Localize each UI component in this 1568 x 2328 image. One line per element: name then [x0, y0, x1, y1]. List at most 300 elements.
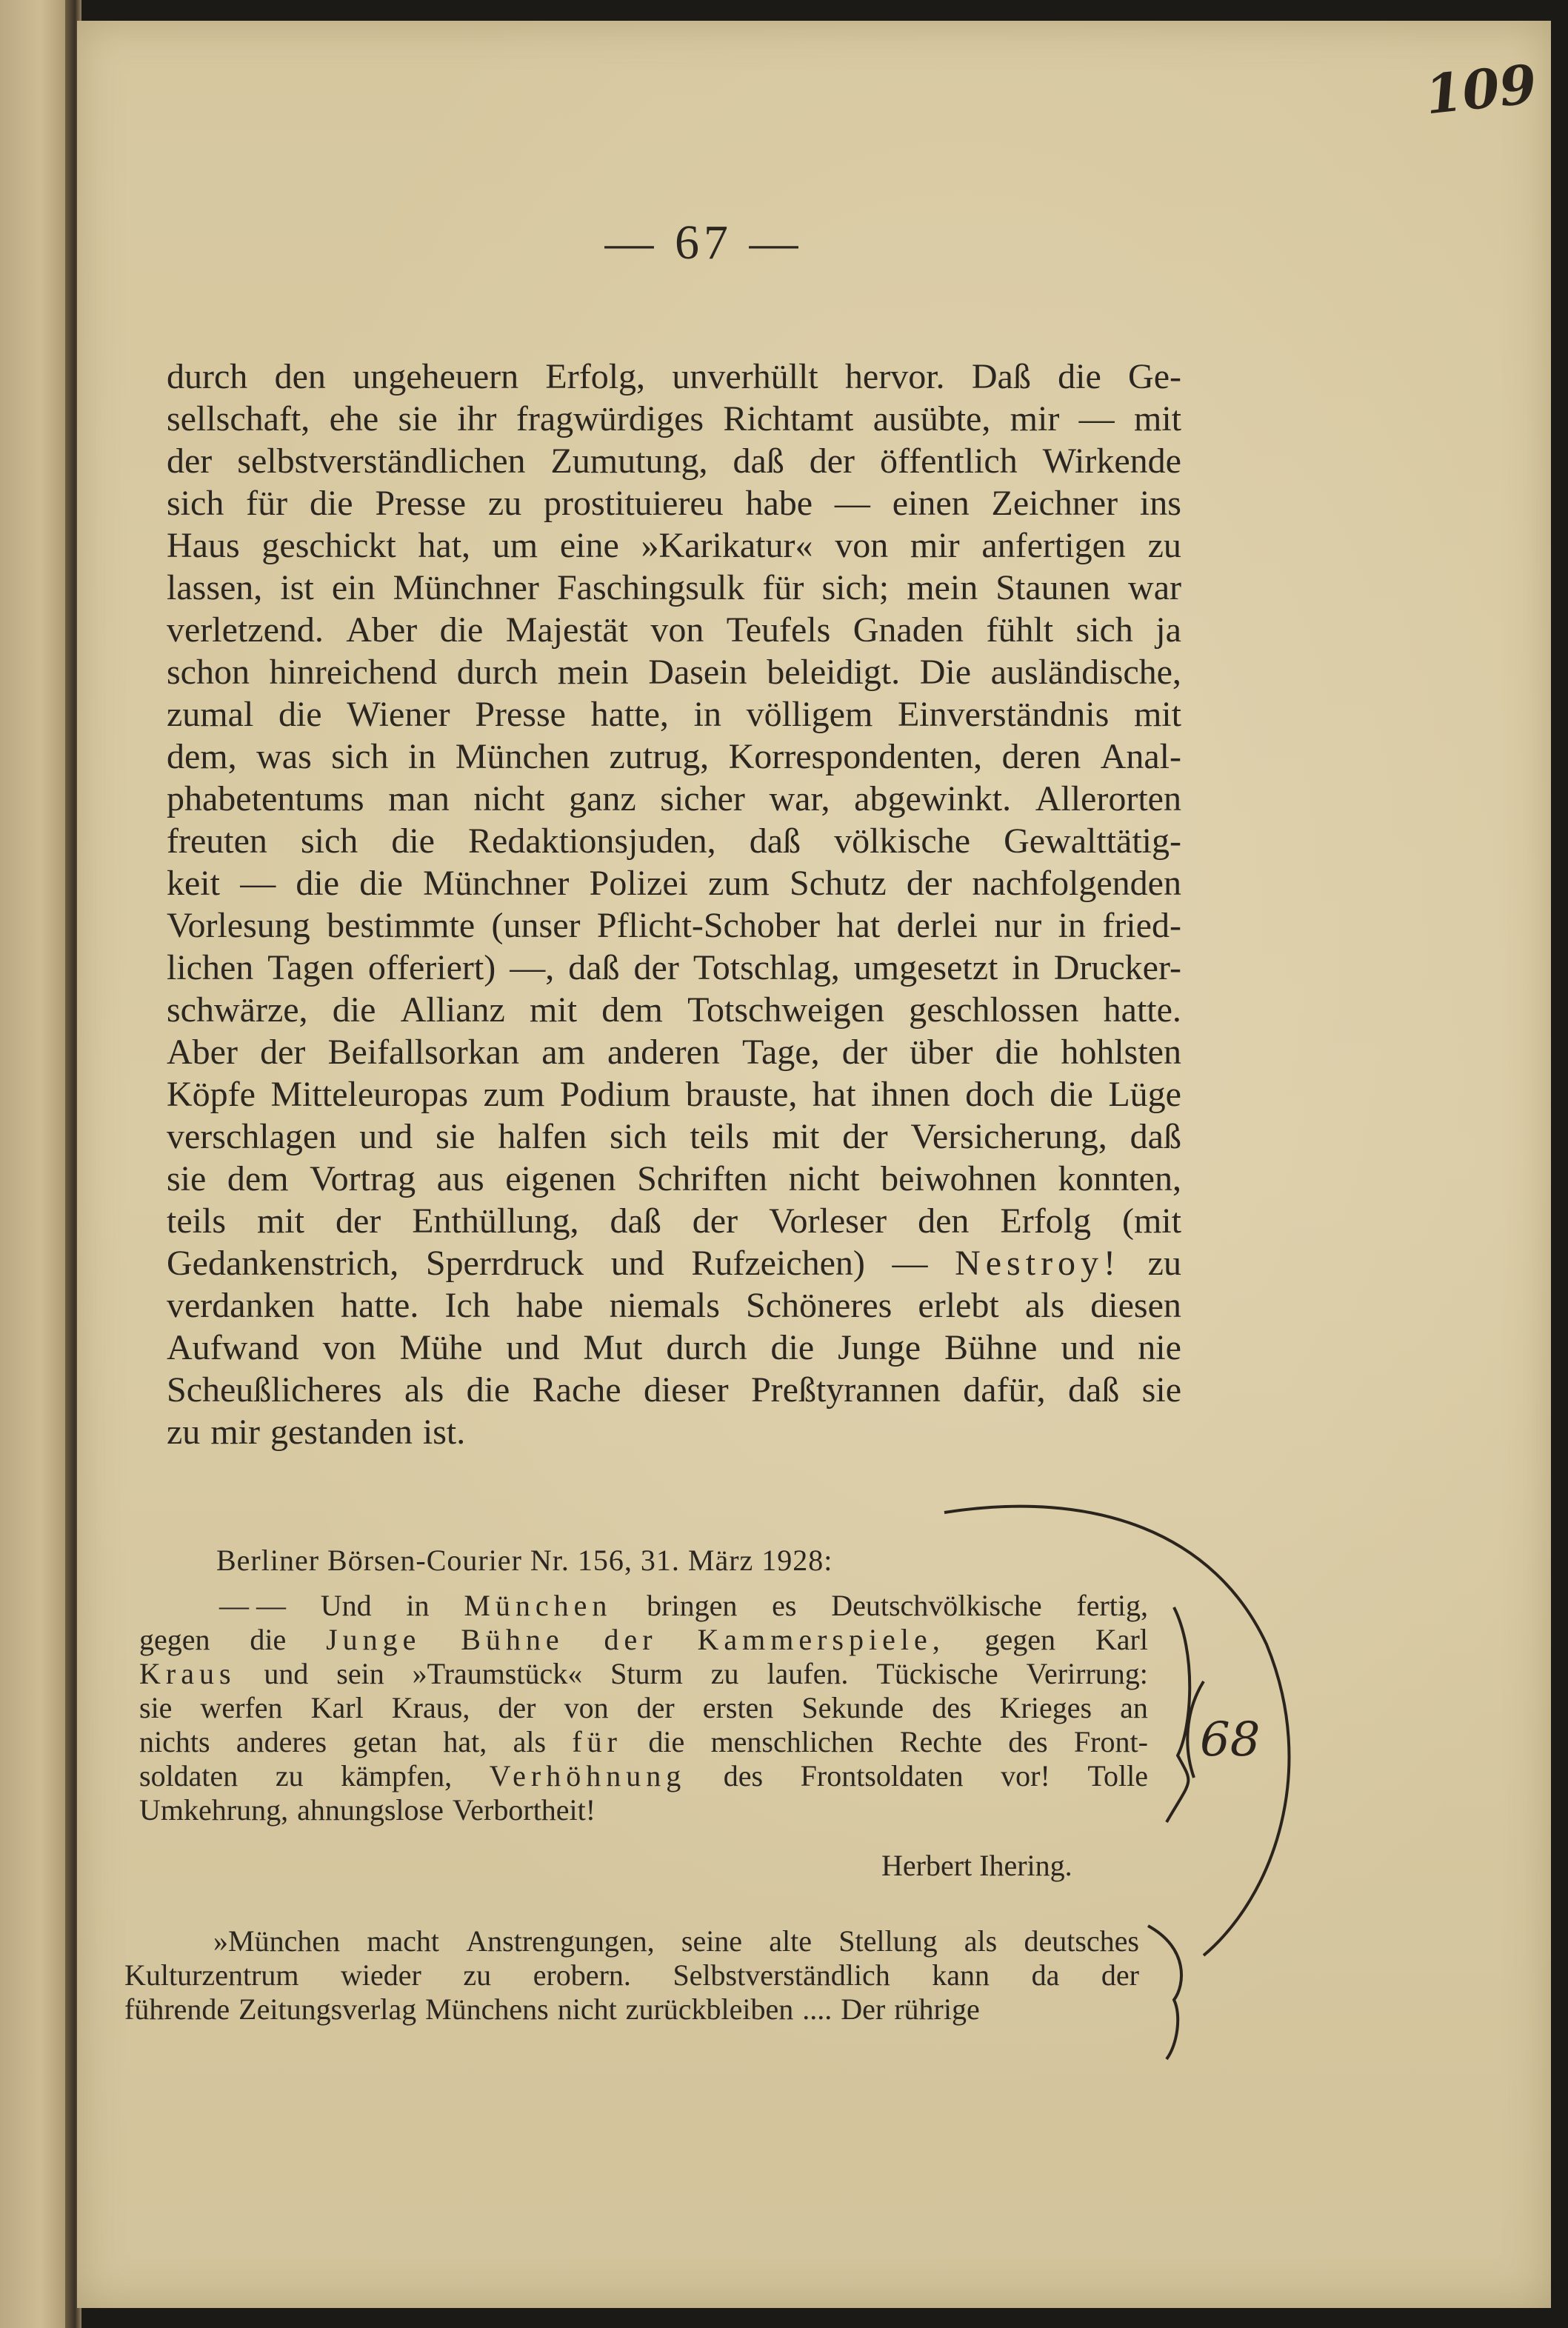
word: in: [693, 695, 721, 734]
word: die: [296, 864, 340, 903]
word: sich: [331, 737, 389, 776]
word: Haus: [167, 526, 240, 565]
word: der: [1101, 1958, 1139, 1992]
word: ins: [1139, 484, 1181, 523]
word: der: [260, 1033, 306, 1072]
word: soldaten: [139, 1759, 238, 1792]
word: was: [256, 737, 312, 776]
word: habe: [516, 1286, 584, 1325]
word: ersten: [702, 1691, 774, 1724]
word: die: [391, 821, 435, 861]
word: ihnen: [871, 1075, 950, 1114]
word: in: [407, 737, 436, 776]
word: unverhüllt: [672, 357, 818, 396]
word: ein: [331, 568, 376, 607]
page-number: — 67 —: [604, 216, 803, 270]
word: den: [274, 357, 326, 396]
word: wieder: [341, 1958, 421, 1992]
word: und: [1061, 1328, 1115, 1367]
word: Korrespondenten,: [728, 737, 983, 776]
word: Gnaden: [853, 610, 964, 650]
word: Allerorten: [1035, 779, 1181, 818]
word: prostituiereu: [544, 484, 724, 523]
word: ehe: [329, 399, 379, 438]
word: hatte,: [590, 695, 669, 734]
word: als: [1024, 1286, 1065, 1325]
word: dem,: [167, 737, 237, 776]
word: Totschweigen: [687, 990, 884, 1030]
word: der: [636, 1691, 675, 1724]
word: hat: [836, 906, 881, 945]
word: Teufels: [726, 610, 831, 650]
word: die: [648, 1725, 685, 1758]
word: freuten: [167, 821, 267, 861]
word: die: [250, 1623, 287, 1656]
word: gegen: [984, 1623, 1056, 1656]
word: Allianz: [400, 990, 505, 1030]
word: die: [332, 990, 376, 1030]
word: gegen: [139, 1623, 210, 1656]
word: halfen: [498, 1117, 587, 1156]
word: Presse: [475, 695, 566, 734]
word: des: [723, 1759, 764, 1792]
word: offeriert): [367, 948, 496, 987]
word: Tolle: [1087, 1759, 1148, 1792]
word: Junge: [838, 1328, 921, 1367]
word: die: [1050, 1075, 1093, 1114]
word: deren: [1001, 737, 1081, 776]
word: zu: [1147, 526, 1181, 565]
word: Köpfe: [167, 1075, 256, 1114]
word: nicht: [788, 1159, 860, 1198]
word: dieser: [643, 1370, 729, 1410]
word: Die: [919, 653, 972, 692]
word: rührige: [894, 1992, 980, 2026]
word: derlei: [896, 906, 978, 945]
word: einen: [892, 484, 970, 523]
word: Schöneres: [746, 1286, 893, 1325]
word: zum: [483, 1075, 545, 1114]
word: der: [498, 1691, 536, 1724]
word: anderen: [607, 1033, 720, 1072]
word: völligem: [746, 695, 873, 734]
word: daß: [1130, 1117, 1181, 1156]
word: die: [995, 1033, 1039, 1072]
word: mir: [910, 526, 960, 565]
word: Gewalttätig-: [1004, 821, 1181, 861]
word: keit: [167, 864, 220, 903]
word: sich: [610, 1117, 667, 1156]
word: konnten,: [1058, 1159, 1181, 1198]
word: hat,: [443, 1725, 487, 1758]
word: Faschingsulk: [556, 568, 745, 607]
word: Aber: [167, 1033, 238, 1072]
word: sich: [167, 484, 224, 523]
word: zu: [710, 1657, 739, 1690]
word: durch: [666, 1328, 747, 1367]
word: mit: [772, 1117, 820, 1156]
word: Mitteleuropas: [270, 1075, 469, 1114]
word: fertig,: [1076, 1589, 1148, 1622]
word: mein: [907, 568, 978, 607]
word: der: [604, 1623, 658, 1656]
word: zutrug,: [609, 737, 710, 776]
word: macht: [367, 1924, 440, 1958]
word: von: [650, 610, 704, 650]
word: und: [610, 1244, 664, 1283]
word: die: [439, 610, 484, 650]
word: Umkehrung,: [139, 1793, 289, 1827]
word: sie: [167, 1159, 207, 1198]
word: Tückische: [876, 1657, 998, 1690]
word: abgewinkt.: [854, 779, 1012, 818]
word: Dasein: [648, 653, 747, 692]
word: mit: [1133, 695, 1181, 734]
word: Bühne: [461, 1623, 564, 1656]
word: ist: [280, 568, 314, 607]
word: daß: [749, 821, 801, 861]
word: um: [492, 526, 538, 565]
word: — —: [219, 1589, 286, 1622]
quote1-bracket: [1167, 1607, 1190, 1822]
word: umgesetzt: [853, 948, 998, 987]
word: völkische: [834, 821, 971, 861]
word: gestanden: [270, 1413, 413, 1452]
quote1-signature: Herbert Ihering.: [881, 1849, 1072, 1882]
word: Verhöhnung: [489, 1759, 687, 1792]
word: in: [406, 1589, 430, 1622]
word: zu: [275, 1759, 304, 1792]
word: lassen,: [167, 568, 263, 607]
word: nur: [994, 906, 1042, 945]
word: (unser: [491, 906, 581, 945]
word: der: [809, 441, 855, 481]
word: Redaktionsjuden,: [468, 821, 716, 861]
word: »Traumstück«: [412, 1657, 583, 1690]
word: teils: [690, 1117, 750, 1156]
word: fried-: [1102, 906, 1181, 945]
word: Nestroy!: [955, 1244, 1121, 1283]
word: daß: [610, 1201, 661, 1241]
word: war: [1128, 568, 1181, 607]
word: menschlichen: [710, 1725, 874, 1758]
word: dem: [601, 990, 663, 1030]
word: zurückbleiben: [625, 1992, 794, 2026]
word: zu: [463, 1958, 492, 1992]
word: nichts: [139, 1725, 210, 1758]
word: dem: [227, 1159, 289, 1198]
word: von: [835, 526, 889, 565]
word: daß: [733, 441, 784, 481]
word: Rechte: [899, 1725, 982, 1758]
word: Rache: [532, 1370, 621, 1410]
word: zu: [487, 484, 522, 523]
word: ungeheuern: [353, 357, 519, 396]
word: von: [322, 1328, 376, 1367]
word: sich: [300, 821, 358, 861]
word: die: [1058, 357, 1101, 396]
word: Vortrag: [310, 1159, 416, 1198]
word: eigenen: [505, 1159, 616, 1198]
word: über: [910, 1033, 973, 1072]
word: geschickt: [261, 526, 396, 565]
word: —: [240, 864, 276, 903]
word: nie: [1138, 1328, 1181, 1367]
word: verletzend.: [167, 610, 324, 650]
word: und: [506, 1328, 560, 1367]
word: sich: [1075, 610, 1133, 650]
word: am: [541, 1033, 585, 1072]
word: sicher: [660, 779, 745, 818]
word: Verirrung:: [1026, 1657, 1148, 1690]
word: Staunen: [995, 568, 1110, 607]
word: Preßtyrannen: [750, 1370, 941, 1410]
word: die: [309, 484, 353, 523]
word: ihr: [457, 399, 497, 438]
word: sie: [1141, 1370, 1181, 1410]
word: Und: [320, 1589, 372, 1622]
word: mit: [530, 990, 578, 1030]
word: erobern.: [533, 1958, 631, 1992]
word: ahnungslose: [297, 1793, 444, 1827]
word: die: [359, 864, 403, 903]
word: Aufwand: [167, 1328, 299, 1367]
word: alte: [769, 1924, 813, 1958]
word: Rufzeichen): [691, 1244, 865, 1283]
word: Der: [841, 1992, 886, 2026]
word: an: [1120, 1691, 1148, 1724]
word: und: [264, 1657, 309, 1690]
word: (mit: [1121, 1201, 1181, 1241]
word: doch: [965, 1075, 1035, 1114]
word: Pflicht-Schober: [596, 906, 821, 945]
word: anfertigen: [981, 526, 1126, 565]
word: bringen: [647, 1589, 738, 1622]
word: —: [834, 484, 870, 523]
word: die: [770, 1328, 815, 1367]
word: erlebt: [918, 1286, 999, 1325]
word: niemals: [609, 1286, 720, 1325]
word: der: [167, 441, 213, 481]
word: Verbortheit!: [452, 1793, 596, 1827]
word: der: [841, 1033, 888, 1072]
word: —,: [510, 948, 555, 987]
word: Schriften: [637, 1159, 768, 1198]
word: für: [246, 484, 288, 523]
word: des: [932, 1691, 972, 1724]
word: Enthüllung,: [412, 1201, 579, 1241]
word: —: [892, 1244, 928, 1283]
word: Presse: [375, 484, 467, 523]
word: sie: [398, 399, 438, 438]
word: mit: [256, 1201, 304, 1241]
word: zum: [708, 864, 770, 903]
word: kämpfen,: [341, 1759, 453, 1792]
word: Sturm: [610, 1657, 683, 1690]
word: da: [1031, 1958, 1060, 1992]
word: ja: [1155, 610, 1181, 650]
word: mein: [557, 653, 629, 692]
word: »München: [213, 1924, 341, 1958]
word: beleidigt.: [767, 653, 901, 692]
word: Mühe: [399, 1328, 483, 1367]
word: nicht: [473, 779, 545, 818]
word: Münchner: [393, 568, 539, 607]
word: hat,: [418, 526, 471, 565]
word: hervor.: [844, 357, 945, 396]
word: mir: [1010, 399, 1060, 438]
word: getan: [353, 1725, 418, 1758]
word: war,: [769, 779, 830, 818]
word: sie: [436, 1117, 476, 1156]
word: Scheußlicheres: [167, 1370, 382, 1410]
word: Münchens: [425, 1992, 549, 2026]
word: »Karikatur«: [641, 526, 813, 565]
word: als: [964, 1924, 998, 1958]
word: Ich: [444, 1286, 490, 1325]
word: öffentlich: [879, 441, 1018, 481]
word: hohlsten: [1061, 1033, 1181, 1072]
word: bestimmte: [327, 906, 476, 945]
word: Anstrengungen,: [466, 1924, 655, 1958]
word: selbstverständlichen: [237, 441, 526, 481]
word: Ge-: [1128, 357, 1181, 396]
word: sellschaft,: [167, 399, 310, 438]
word: Kraus: [139, 1657, 236, 1690]
word: durch: [456, 653, 538, 692]
word: für: [572, 1725, 622, 1758]
word: es: [772, 1589, 797, 1622]
word: Sekunde: [801, 1691, 904, 1724]
word: eine: [559, 526, 619, 565]
word: hatte.: [341, 1286, 419, 1325]
margin-note: 68: [1200, 1712, 1261, 1767]
word: Daß: [971, 357, 1031, 396]
word: —: [1078, 399, 1115, 438]
word: Schutz: [790, 864, 887, 903]
word: fühlt: [986, 610, 1054, 650]
word: Sperrdruck: [425, 1244, 584, 1283]
word: sich;: [821, 568, 890, 607]
word: seine: [681, 1924, 743, 1958]
word: ....: [802, 1992, 833, 2026]
word: Deutschvölkische: [831, 1589, 1042, 1622]
word: der: [692, 1201, 738, 1241]
word: Drucker-: [1053, 948, 1181, 987]
word: in: [1058, 906, 1086, 945]
word: Tage,: [742, 1033, 820, 1072]
word: Podium: [559, 1075, 671, 1114]
word: Stellung: [838, 1924, 938, 1958]
word: Zeichner: [991, 484, 1118, 523]
word: der: [906, 864, 953, 903]
word: deutsches: [1024, 1924, 1139, 1958]
word: Krieges: [999, 1691, 1092, 1724]
word: ganz: [569, 779, 636, 818]
word: Lüge: [1108, 1075, 1181, 1114]
word: laufen.: [767, 1657, 849, 1690]
word: daß: [1067, 1370, 1120, 1410]
word: Kraus,: [391, 1691, 470, 1724]
word: Vorleser: [769, 1201, 887, 1241]
word: Erfolg,: [545, 357, 646, 396]
word: Versicherung,: [910, 1117, 1107, 1156]
word: zu: [1147, 1244, 1181, 1283]
word: schwärze,: [167, 990, 308, 1030]
word: Einverständnis: [897, 695, 1110, 734]
word: der: [633, 948, 679, 987]
word: Zumutung,: [550, 441, 708, 481]
word: für: [762, 568, 804, 607]
word: verdanken: [167, 1286, 315, 1325]
word: und: [359, 1117, 413, 1156]
word: München: [464, 1589, 613, 1622]
word: Totschlag,: [693, 948, 840, 987]
word: in: [1012, 948, 1040, 987]
word: Vorlesung: [167, 906, 310, 945]
word: nachfolgenden: [972, 864, 1181, 903]
word: als: [404, 1370, 444, 1410]
word: Mut: [583, 1328, 643, 1367]
word: zu: [167, 1413, 201, 1452]
word: Anal-: [1100, 737, 1181, 776]
word: des: [1008, 1725, 1048, 1758]
word: Kulturzentrum: [124, 1958, 299, 1992]
word: habe: [745, 484, 813, 523]
word: ausländische,: [990, 653, 1181, 692]
word: Tagen: [267, 948, 354, 987]
word: phabetentums: [167, 779, 364, 818]
word: hatte.: [1103, 990, 1181, 1030]
word: führende: [124, 1992, 230, 2026]
word: verschlagen: [167, 1117, 337, 1156]
word: lichen: [167, 948, 254, 987]
word: Wirkende: [1042, 441, 1181, 481]
word: vor!: [1001, 1759, 1050, 1792]
word: Wiener: [347, 695, 450, 734]
word: durch: [167, 357, 248, 396]
word: hinreichend: [269, 653, 438, 692]
word: den: [918, 1201, 970, 1241]
word: zumal: [167, 695, 254, 734]
word: werfen: [200, 1691, 283, 1724]
word: hat: [812, 1075, 856, 1114]
word: brauste,: [685, 1075, 798, 1114]
word: sein: [336, 1657, 384, 1690]
word: die: [466, 1370, 510, 1410]
word: mit: [1133, 399, 1181, 438]
word: Frontsoldaten: [800, 1759, 964, 1792]
word: aus: [436, 1159, 484, 1198]
quote2-bracket: [1148, 1926, 1181, 2059]
word: geschlossen: [909, 990, 1079, 1030]
word: Karl: [1095, 1623, 1148, 1656]
corner-number-handwritten: 109: [1422, 52, 1540, 127]
word: Aber: [346, 610, 418, 650]
word: man: [388, 779, 450, 818]
word: nicht: [557, 1992, 617, 2026]
word: beiwohnen: [881, 1159, 1037, 1198]
word: Gedankenstrich,: [167, 1244, 399, 1283]
word: mir: [210, 1413, 260, 1452]
quote1-source: Berliner Börsen-Courier Nr. 156, 31. März 1928:: [216, 1544, 833, 1577]
word: dafür,: [963, 1370, 1046, 1410]
word: Zeitungsverlag: [238, 1992, 417, 2026]
word: ist.: [422, 1413, 466, 1452]
word: Selbstverständlich: [673, 1958, 890, 1992]
word: fragwürdiges: [516, 399, 704, 438]
word: Beifallsorkan: [327, 1033, 520, 1072]
